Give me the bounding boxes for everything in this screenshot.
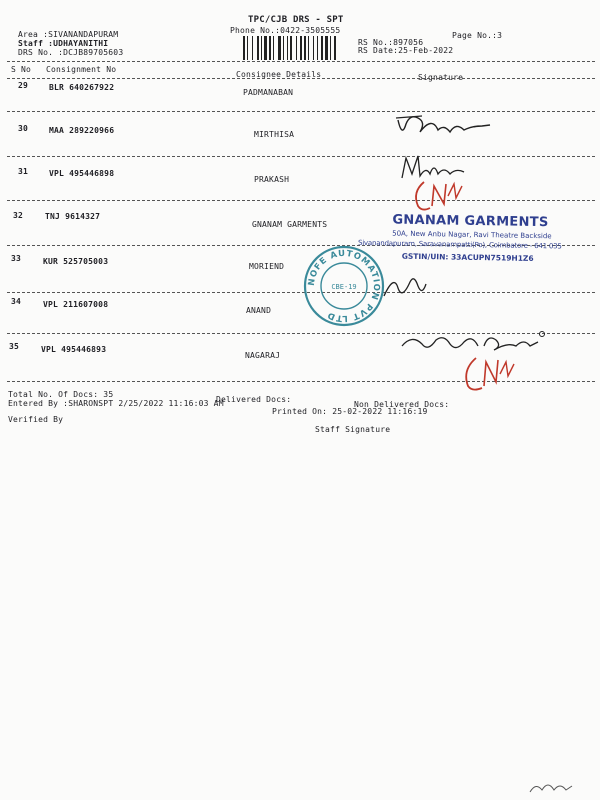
row-sno: 31: [18, 167, 29, 176]
barcode-bar: [325, 36, 328, 60]
barcode-bar: [290, 36, 292, 60]
barcode-bar: [278, 36, 281, 60]
col-header-sno: S No: [11, 65, 32, 74]
row-consignee: NAGARAJ: [245, 351, 281, 360]
row-consignee: PADMANABAN: [243, 88, 294, 97]
signature-row-30: [392, 110, 496, 142]
corner-ink-mark: [526, 776, 576, 796]
company-stamp-name: GNANAM GARMENTS: [392, 212, 549, 231]
row-rule: [7, 200, 595, 201]
barcode-bar: [334, 36, 336, 60]
barcode-bar: [273, 36, 274, 60]
row-sno: 29: [18, 81, 29, 90]
barcode-bar: [247, 36, 248, 60]
verified-by: Verified By: [8, 415, 64, 424]
entered-by: Entered By :SHARONSPT 2/25/2022 11:16:03 AM: [8, 399, 224, 408]
barcode-bar: [321, 36, 323, 60]
company-stamp-address-1: 50A, New Anbu Nagar, Ravi Theatre Backside: [392, 229, 552, 241]
row-sno: 33: [11, 254, 22, 263]
row-consignment: KUR 525705003: [43, 257, 109, 266]
company-stamp-address-2: Sivanandapuram, Saravanampatti(Po), Coimbatore - 641 035: [357, 238, 562, 251]
barcode-bar: [304, 36, 306, 60]
staff-signature: Staff Signature: [315, 425, 391, 434]
row-consignee: GNANAM GARMENTS: [252, 220, 328, 229]
barcode-bar: [243, 36, 245, 60]
barcode-bar: [313, 36, 314, 60]
row-consignee: ANAND: [246, 306, 272, 315]
col-header-consignee: Consignee Details: [236, 70, 322, 79]
row-consignment: VPL 495446893: [41, 345, 107, 354]
barcode-bar: [330, 36, 331, 60]
barcode-bar: [287, 36, 288, 60]
printed-on: Printed On: 25-02-2022 11:16:19: [272, 407, 428, 416]
non-delivered-docs: Non Delivered Docs:: [354, 400, 450, 409]
area-label: Area :SIVANANDAPURAM: [18, 30, 119, 39]
row-sno: 35: [9, 342, 20, 351]
row-consignment: MAA 289220966: [49, 126, 115, 135]
drs-number: DRS No. :DCJB89705603: [18, 48, 124, 57]
row-sno: 34: [11, 297, 22, 306]
phone-number: Phone No.:0422-3505555: [230, 26, 341, 35]
row-consignee: MIRTHISA: [254, 130, 295, 139]
row-sno: 30: [18, 124, 29, 133]
row-consignment: TNJ 9614327: [45, 212, 101, 221]
round-stamp-ring-text: NOFE AUTOMATION PVT LTD: [306, 248, 382, 324]
barcode-bar: [317, 36, 318, 60]
round-stamp: [302, 244, 386, 328]
barcode-bar: [261, 36, 262, 60]
total-docs: Total No. Of Docs: 35: [8, 390, 114, 399]
barcode-bar: [257, 36, 259, 60]
barcode-bar: [283, 36, 284, 60]
signature-row-33: [380, 270, 430, 304]
rs-number: RS No.:897056: [358, 38, 424, 47]
barcode-bar: [308, 36, 309, 60]
row-sno: 32: [13, 211, 24, 220]
col-header-signature: Signature: [418, 73, 464, 82]
column-header-rule: [7, 78, 595, 79]
header-rule: [7, 61, 595, 62]
report-title: TPC/CJB DRS - SPT: [248, 15, 344, 25]
col-header-consignment: Consignment No: [46, 65, 117, 74]
barcode-bar: [296, 36, 297, 60]
row-rule: [7, 111, 595, 112]
round-stamp-center: CBE-19: [331, 283, 357, 291]
staff-label: Staff :UDHAYANITHI: [18, 39, 109, 48]
row-rule: [7, 156, 595, 157]
company-stamp: [357, 210, 594, 276]
barcode-bar: [252, 36, 253, 60]
row-consignee: PRAKASH: [254, 175, 290, 184]
barcode-bar: [264, 36, 267, 60]
barcode-bar: [269, 36, 271, 60]
row-consignment: VPL 495446898: [49, 169, 115, 178]
delivered-docs: Delivered Docs:: [216, 395, 292, 404]
rs-date: RS Date:25-Feb-2022: [358, 46, 454, 55]
row-rule: [7, 292, 595, 293]
initials-red-mark-2: [460, 348, 520, 396]
company-stamp-gstin: GSTIN/UIN: 33ACUPN7519H1Z6: [401, 251, 534, 263]
barcode: [243, 36, 351, 60]
row-consignee: MORIEND: [249, 262, 285, 271]
page-number: Page No.:3: [452, 31, 503, 40]
row-consignment: VPL 211607008: [43, 300, 109, 309]
row-consignment: BLR 640267922: [49, 83, 115, 92]
barcode-bar: [300, 36, 302, 60]
initials-red-mark-1: [410, 176, 466, 216]
